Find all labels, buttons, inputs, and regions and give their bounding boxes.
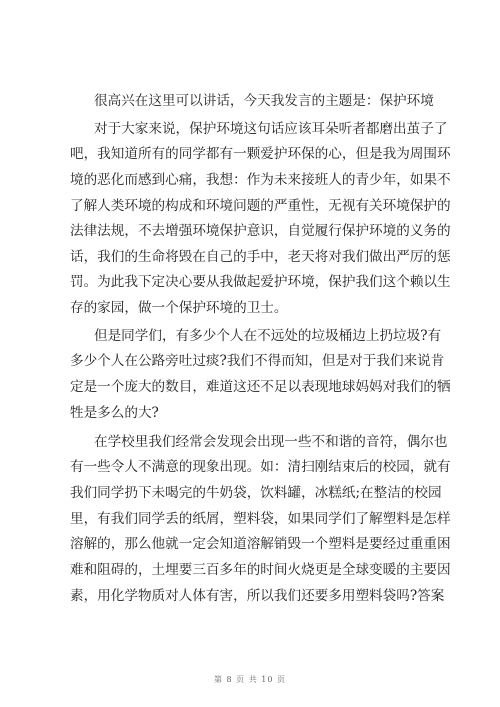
text-line: 罚。为此我下定决心要从我做起爱护环境，保护我们这个赖以生: [70, 274, 451, 290]
text-line: 里，有我们同学丢的纸屑，塑料袋，如果同学们了解塑料是怎样: [70, 511, 451, 527]
text-line: 但是同学们，有多少个人在不远处的垃圾桶边上扔垃圾?有: [94, 328, 442, 344]
text-line: 难和阻碍的，土埋要三百多年的时间火烧更是全球变暖的主要因: [70, 562, 451, 578]
text-line: 话，我们的生命将毁在自己的手中，老天将对我们做出严厉的惩: [70, 249, 451, 265]
text-line: 在学校里我们经常会发现会出现一些不和谐的音符，偶尔也: [94, 434, 448, 450]
text-line: 有一些令人不满意的现象出现。如：清扫刚结束后的校园，就有: [70, 459, 451, 475]
text-line: 对于大家来说，保护环境这句话应该耳朵听者都磨出茧子了: [94, 121, 448, 137]
text-line: 多少个人在公路旁吐过痰?我们不得而知，但是对于我们来说肯: [70, 353, 445, 369]
page-number: 第 8 页 共 10 页: [214, 675, 286, 684]
text-line: 吧，我知道所有的同学都有一颗爱护环保的心，但是我为周围环: [70, 146, 451, 162]
text-line: 溶解的，那么他就一定会知道溶解销毁一个塑料是要经过重重困: [70, 536, 451, 552]
text-line: 牲是多么的大?: [70, 405, 159, 421]
text-line: 法律法规，不去增强环境保护意识，自觉履行保护环境的义务的: [70, 223, 451, 239]
text-line: 很高兴在这里可以讲话，今天我发言的主题是：保护环境: [94, 93, 434, 109]
text-line: 存的家园，做一个保护环境的卫士。: [70, 300, 288, 316]
text-line: 定是一个庞大的数目，难道这还不足以表现地球妈妈对我们的牺: [70, 379, 451, 395]
text-line: 境的恶化而感到心痛，我想：作为未来接班人的青少年，如果不: [70, 172, 451, 188]
text-line: 了解人类环境的构成和环境问题的严重性，无视有关环境保护的: [70, 198, 451, 214]
text-line: 我们同学扔下未喝完的牛奶袋，饮料罐，冰糕纸;在整洁的校园: [70, 485, 442, 501]
text-line: 素，用化学物质对人体有害，所以我们还要多用塑料袋吗?答案: [70, 588, 445, 604]
